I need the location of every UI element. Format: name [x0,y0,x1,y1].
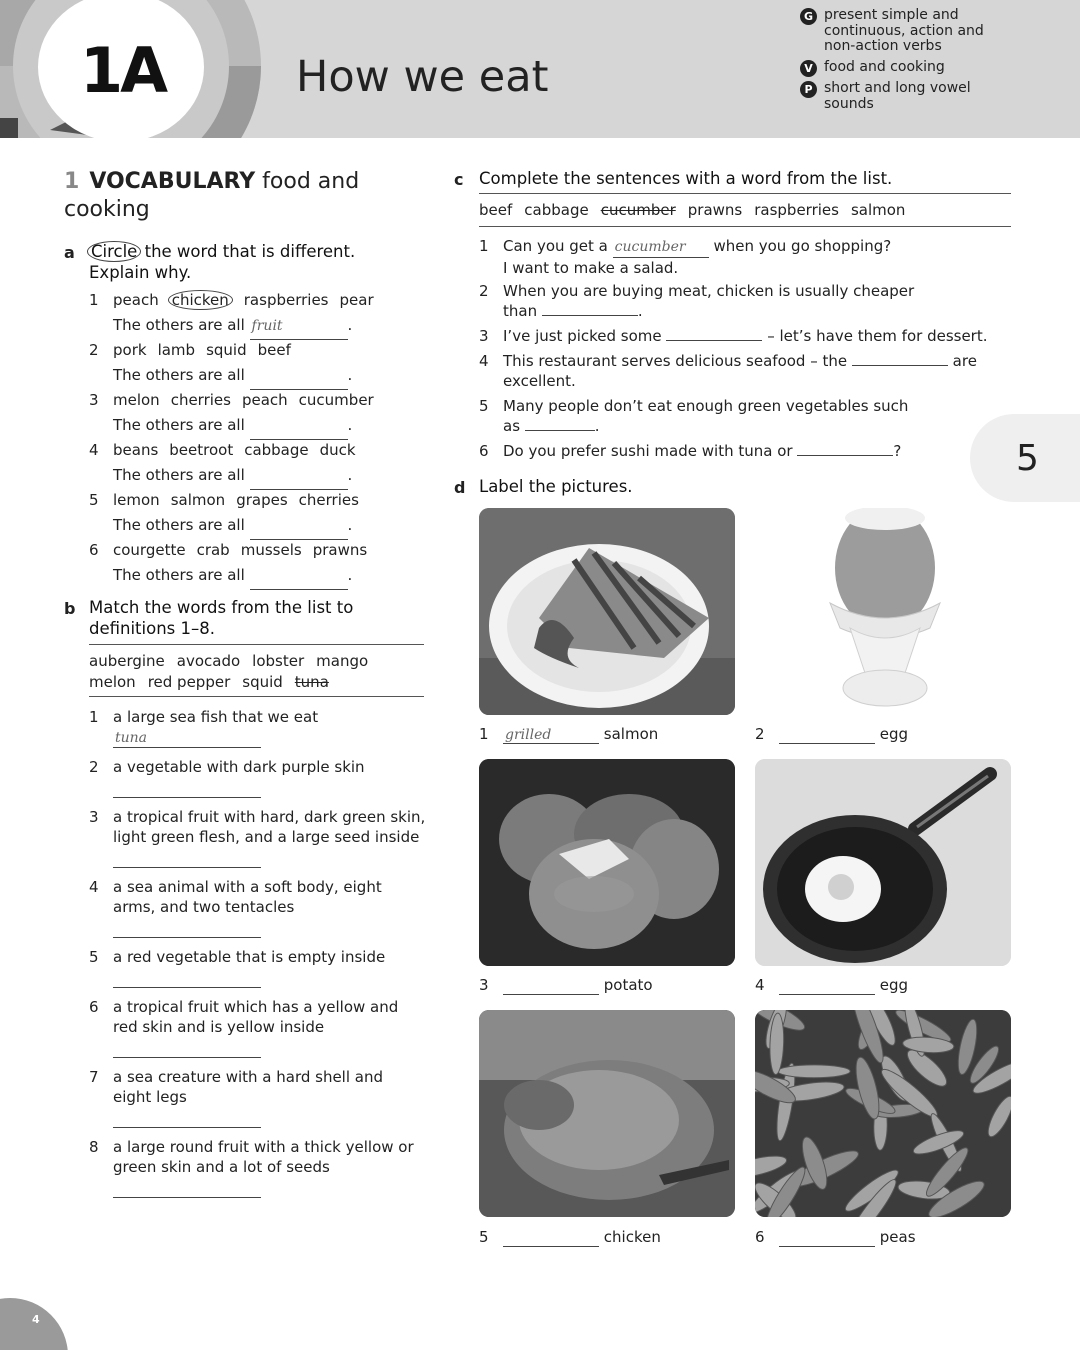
caption-3 [479,976,653,995]
item-number: 4 [755,976,765,994]
option-word[interactable]: cucumber [298,391,374,409]
definition-text: a vegetable with dark purple skin [113,758,365,776]
handwritten-answer [113,1110,115,1126]
boiled-egg-image [755,508,1011,715]
peas-image [755,1010,1011,1217]
item-number: 1 [89,291,99,309]
caption-4 [755,976,908,995]
item-number: 2 [89,758,99,776]
pronunciation-badge-icon: P [800,81,817,98]
answer-blank[interactable] [613,236,709,258]
photo-grilled-salmon [479,508,735,715]
definition-text-2: arms, and two tentacles [113,898,295,916]
definition-text-2: light green flesh, and a large seed inside [113,828,420,846]
list-word: melon [89,673,136,691]
option-word[interactable]: peach [113,291,159,309]
page-title: How we eat [296,52,549,102]
sentence-6 [479,441,901,461]
others-prefix: The others are all [113,566,245,584]
focus-grammar [800,8,994,55]
option-word[interactable]: chicken [168,290,233,310]
answer-blank[interactable] [797,455,893,456]
vocabulary-badge-icon: V [800,60,817,77]
option-word[interactable]: grapes [236,491,288,509]
caption-5 [479,1228,661,1247]
sentence-5 [479,396,908,436]
others-prefix: The others are all [113,366,245,384]
footer-page-tab [0,1286,80,1350]
item-number: 2 [479,282,489,300]
item-number: 7 [89,1068,99,1086]
sentence-text: I’ve just picked some [503,327,662,345]
answer-blank[interactable] [113,917,261,938]
handwritten-answer [503,978,505,994]
definition-text: a large sea fish that we eat [113,708,319,726]
answer-blank[interactable] [113,1177,261,1198]
answer-blank[interactable] [113,777,261,798]
item-number: 3 [479,327,489,345]
divider [479,226,1011,227]
handwritten-answer: cucumber [614,239,686,255]
exercise-c-letter: c [454,170,464,189]
photo-fried-egg [755,759,1011,966]
item-number: 5 [479,397,489,415]
answer-blank[interactable] [113,847,261,868]
definition-text: a tropical fruit with hard, dark green skin, [113,808,426,826]
section-number: 1 [64,169,80,194]
exercise-a-letter: a [64,243,75,262]
handwritten-answer [113,1040,115,1056]
option-word[interactable]: pork [113,341,147,359]
handwritten-answer [503,1230,505,1246]
list-word: lobster [252,652,305,670]
handwritten-answer [250,418,252,434]
item-number: 6 [89,998,99,1016]
item-number: 6 [89,541,99,559]
focus-pronunciation [800,81,984,112]
answer-blank[interactable] [250,513,348,540]
circle-word: Circle [87,241,141,262]
item-number: 2 [89,341,99,359]
item-number: 1 [479,725,489,743]
handwritten-answer [250,518,252,534]
definition-item [89,997,398,1058]
option-word[interactable]: crab [196,541,230,559]
list-word: raspberries [754,201,839,219]
answer-blank[interactable] [503,1228,599,1247]
handwritten-answer [250,568,252,584]
option-word[interactable]: squid [206,341,247,359]
answer-blank[interactable] [779,1228,875,1247]
option-word[interactable]: pear [339,291,374,309]
others-prefix: The others are all [113,516,245,534]
handwritten-answer [113,780,115,796]
sentence-4 [479,351,977,391]
option-word[interactable]: melon [113,391,160,409]
answer-blank[interactable] [779,976,875,995]
unit-code: 1A [80,34,166,107]
others-prefix: The others are all [113,466,245,484]
item-number: 3 [479,976,489,994]
divider [479,193,1011,194]
side-page-number: 5 [1016,438,1039,479]
photo-peas [755,1010,1011,1217]
answer-blank[interactable] [250,363,348,390]
option-word[interactable]: beef [257,341,291,359]
instruction-text-2: definitions 1–8. [89,619,215,638]
answer-blank[interactable] [250,463,348,490]
definition-text-2: green skin and a lot of seeds [113,1158,330,1176]
list-word: salmon [850,201,906,219]
exercise-b-instruction [89,597,419,639]
answer-blank[interactable] [503,725,599,744]
exercise-d-letter: d [454,478,466,497]
handwritten-answer [113,850,115,866]
definition-text: a sea creature with a hard shell and [113,1068,384,1086]
grilled-salmon-image [479,508,735,715]
caption-6 [755,1228,916,1247]
list-word-used: cucumber [600,201,676,219]
answer-blank[interactable] [666,340,762,341]
option-word[interactable]: beetroot [169,441,234,459]
handwritten-answer: grilled [505,727,552,743]
sentence-text: ? [893,442,902,460]
focus-text: food and cooking [824,59,945,75]
others-prefix: The others are all [113,416,245,434]
fried-egg-image [755,759,1011,966]
handwritten-answer: fruit [251,318,283,334]
sentence-2 [479,281,914,321]
sentence-text: are [952,352,977,370]
exercise-a-item: 6 courgette crab mussels prawns The others are all . [89,538,378,590]
option-word[interactable]: raspberries [243,291,329,309]
footer-page-number: 4 [32,1313,40,1326]
option-word[interactable]: salmon [170,491,226,509]
instruction-text: the word that is different. [144,242,356,261]
sentence-text: Can you get a [503,237,608,255]
sentence-3 [479,326,988,346]
list-word: avocado [176,652,241,670]
definition-item [89,1137,414,1198]
option-word[interactable]: prawns [312,541,368,559]
definition-item [89,757,365,798]
item-number: 4 [89,441,99,459]
caption-1 [479,725,658,744]
caption-word: salmon [603,725,659,743]
exercise-a-item: 2 pork lamb squid beef The others are all . [89,338,352,390]
answer-blank[interactable] [250,413,348,440]
sentence-1 [479,236,891,278]
item-number: 1 [479,237,489,255]
item-number: 1 [89,708,99,726]
sentence-text: Do you prefer sushi made with tuna or [503,442,793,460]
list-word-used: tuna [294,673,329,691]
exercise-c-instruction: Complete the sentences with a word from the list. [479,169,893,188]
answer-blank[interactable] [503,976,599,995]
sentence-text: . [637,302,643,320]
caption-2 [755,725,908,744]
photo-roast-chicken [479,1010,735,1217]
focus-text: present simple and continuous, action and non-action verbs [824,7,984,54]
option-word[interactable]: cherries [298,491,359,509]
item-number: 8 [89,1138,99,1156]
sentence-text: than [503,302,538,320]
definition-item [89,1067,383,1128]
sentence-text: – let’s have them for dessert. [767,327,988,345]
handwritten-answer [250,468,252,484]
exercise-b-word-list [89,651,419,693]
definition-item [89,877,382,938]
option-word[interactable]: courgette [113,541,186,559]
answer-blank[interactable] [113,727,261,748]
item-number: 5 [89,491,99,509]
exercise-c-word-list [479,201,917,219]
item-number: 3 [89,808,99,826]
option-word[interactable]: beans [113,441,159,459]
caption-word: potato [603,976,653,994]
answer-blank[interactable] [779,725,875,744]
divider [89,696,424,697]
exercise-b-letter: b [64,599,76,618]
list-word: prawns [687,201,743,219]
handwritten-answer [250,368,252,384]
section-heading-bold: VOCABULARY [89,169,256,194]
list-word: mango [316,652,369,670]
option-word[interactable]: lamb [157,341,196,359]
definition-item [89,807,425,868]
exercise-a-item: 1 peach chicken raspberries pear The others are all fruit . [89,288,385,340]
list-word: beef [479,201,513,219]
sentence-text: as [503,417,521,435]
handwritten-answer [779,978,781,994]
caption-word: egg [879,976,909,994]
answer-blank[interactable] [113,967,261,988]
item-number: 6 [479,442,489,460]
option-word[interactable]: lemon [113,491,160,509]
list-word: cabbage [524,201,589,219]
option-word[interactable]: mussels [240,541,302,559]
handwritten-answer [113,970,115,986]
photo-boiled-egg [755,508,1011,715]
caption-word: chicken [603,1228,661,1246]
definition-text: a sea animal with a soft body, eight [113,878,382,896]
pea-pod [778,1065,850,1078]
caption-word: egg [879,725,909,743]
option-word[interactable]: peach [241,391,288,409]
sentence-text: Many people don’t eat enough green vegetables such [503,397,909,415]
list-word: squid [242,673,283,691]
others-prefix: The others are all [113,316,245,334]
grammar-badge-icon: G [800,8,817,25]
exercise-a-instruction [89,241,419,283]
item-number: 2 [755,725,765,743]
exercise-d-instruction: Label the pictures. [479,477,633,496]
item-number: 6 [755,1228,765,1246]
list-word: aubergine [89,652,165,670]
definition-text: a tropical fruit which has a yellow and [113,998,399,1016]
sentence-text: This restaurant serves delicious seafood – the [503,352,848,370]
item-number: 3 [89,391,99,409]
answer-blank[interactable] [852,365,948,366]
handwritten-answer [779,1230,781,1246]
roast-chicken-image [479,1010,735,1217]
photo-baked-potato [479,759,735,966]
definition-text: a red vegetable that is empty inside [113,948,386,966]
sentence-text: when you go shopping? [713,237,892,255]
focus-vocabulary [800,60,994,76]
sentence-text: I want to make a salad. [503,259,679,277]
baked-potato-image [479,759,735,966]
option-word[interactable]: cabbage [244,441,309,459]
sentence-text: excellent. [503,372,576,390]
item-number: 4 [89,878,99,896]
focus-text: short and long vowel sounds [824,80,971,112]
item-number: 5 [89,948,99,966]
handwritten-answer [113,920,115,936]
answer-blank[interactable] [113,1107,261,1128]
handwritten-answer [113,1180,115,1196]
caption-word: peas [879,1228,916,1246]
instruction-text: Match the words from the list to [89,598,354,617]
handwritten-answer [779,727,781,743]
sentence-text: When you are buying meat, chicken is usually cheaper [503,282,915,300]
instruction-text-2: Explain why. [89,263,192,282]
definition-item [89,947,385,988]
answer-blank[interactable] [113,1037,261,1058]
divider [89,644,424,645]
sentence-text: . [594,417,600,435]
answer-blank[interactable] [250,563,348,590]
section-heading: food and cooking [64,169,360,222]
exercise-a-item: 5 lemon salmon grapes cherries The others are all . [89,488,370,540]
definition-text: a large round fruit with a thick yellow or [113,1138,414,1156]
page-header [0,0,1080,138]
item-number: 4 [479,352,489,370]
answer-blank[interactable] [525,430,595,431]
item-number: 5 [479,1228,489,1246]
section-title [64,168,394,224]
handwritten-answer: tuna [115,730,148,746]
definition-text-2: eight legs [113,1088,187,1106]
exercise-a-item: 3 melon cherries peach cucumber The others are all . [89,388,385,440]
exercise-a-item: 4 beans beetroot cabbage duck The others are all . [89,438,367,490]
definition-item [89,707,318,748]
answer-blank[interactable] [250,313,348,340]
definition-text-2: red skin and is yellow inside [113,1018,325,1036]
option-word[interactable]: duck [319,441,356,459]
answer-blank[interactable] [542,315,638,316]
option-word[interactable]: cherries [170,391,231,409]
list-word: red pepper [147,673,231,691]
